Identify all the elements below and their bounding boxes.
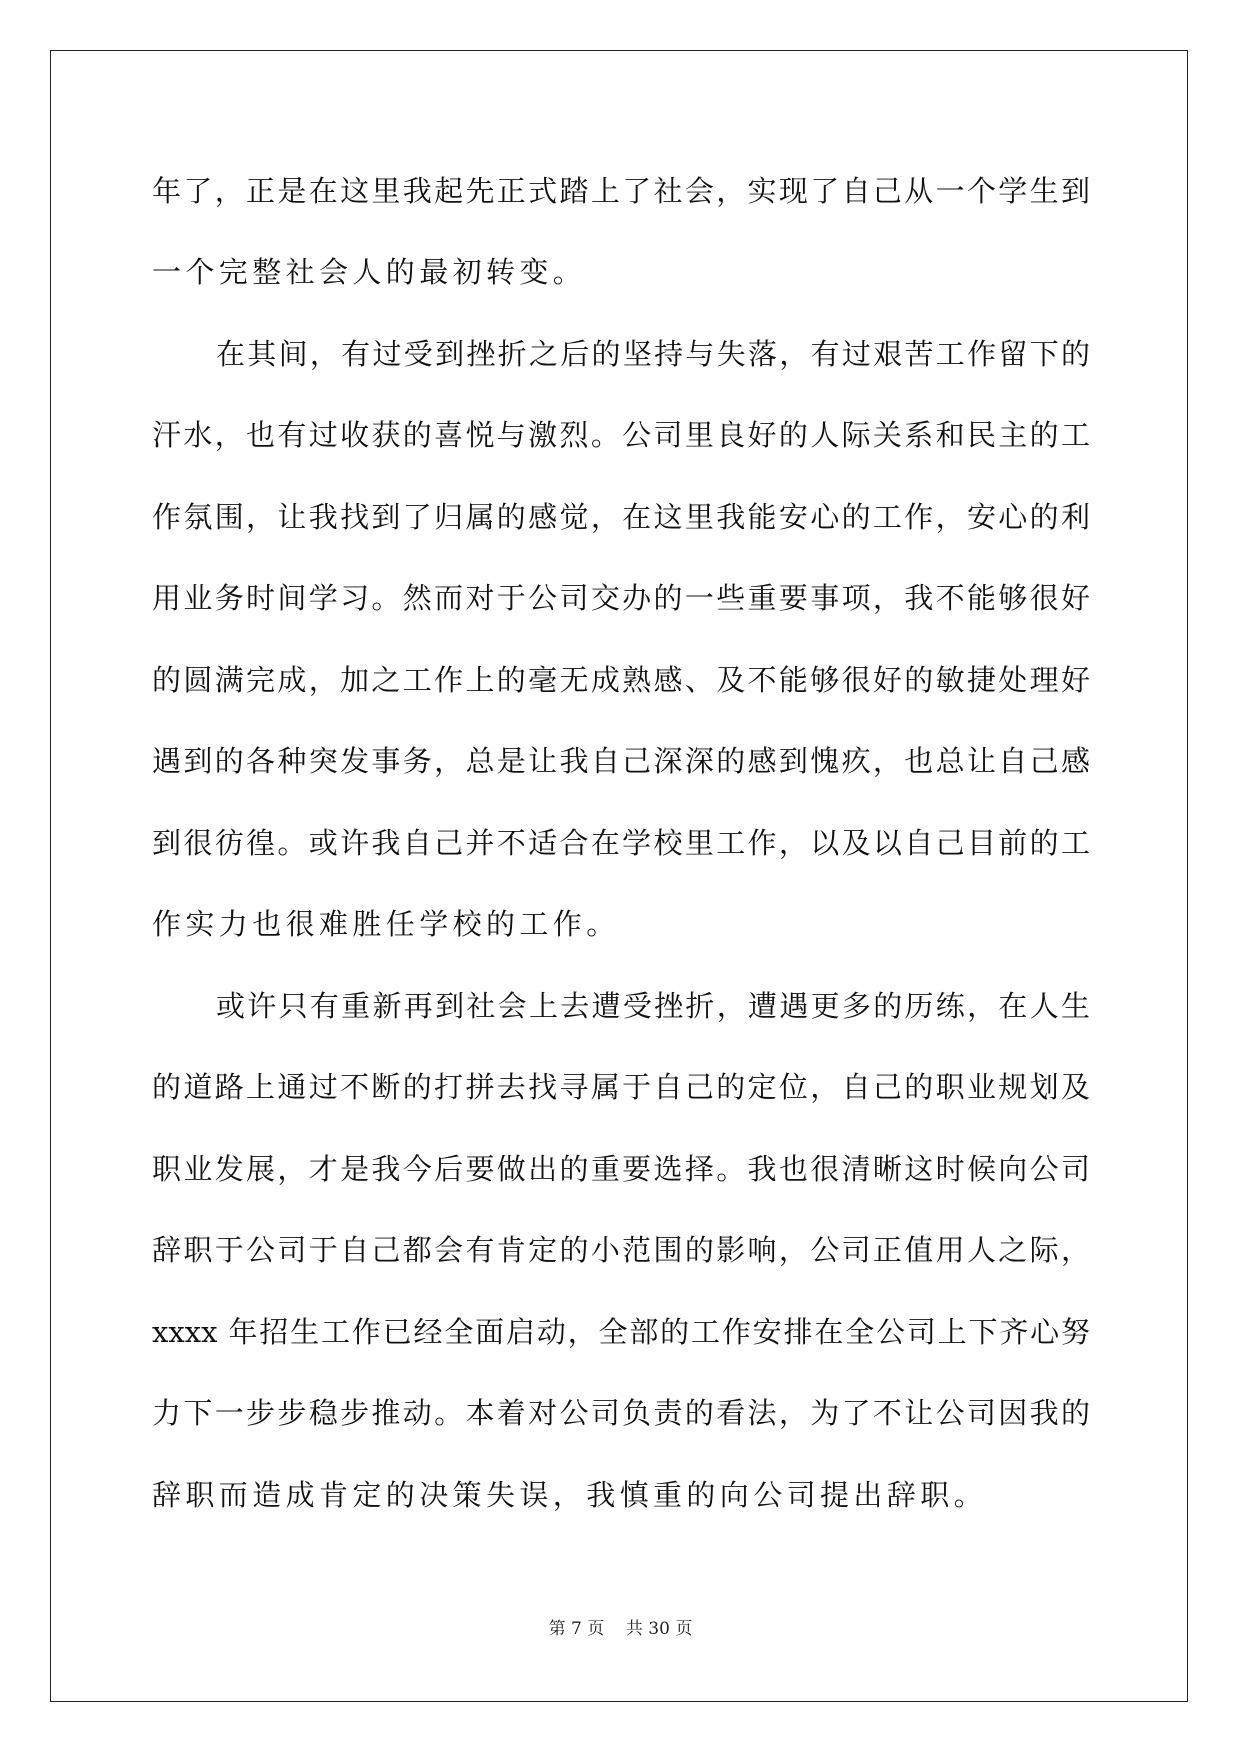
text-line: 的道路上通过不断的打拼去找寻属于自己的定位，自己的职业规划及 bbox=[152, 1070, 1090, 1104]
text-line: 到很彷徨。或许我自己并不适合在学校里工作，以及以自己目前的工 bbox=[152, 826, 1090, 860]
text-line: 一个完整社会人的最初转变。 bbox=[152, 255, 587, 289]
page-total: 共 30 页 bbox=[625, 1619, 693, 1639]
text-line: 遇到的各种突发事务，总是让我自己深深的感到愧疚，也总让自己感 bbox=[152, 744, 1090, 778]
text-line: 辞职于公司于自己都会有肯定的小范围的影响，公司正值用人之际， bbox=[152, 1233, 1090, 1267]
text-line: xxxx 年招生工作已经全面启动，全部的工作安排在全公司上下齐心努 bbox=[152, 1315, 1090, 1349]
text-line: 的圆满完成，加之工作上的毫无成熟感、及不能够很好的敏捷处理好 bbox=[152, 663, 1090, 697]
text-line: 用业务时间学习。然而对于公司交办的一些重要事项，我不能够很好 bbox=[152, 581, 1090, 615]
page-frame bbox=[50, 50, 1188, 1702]
text-line: 或许只有重新再到社会上去遭受挫折，遭遇更多的历练，在人生 bbox=[216, 989, 1090, 1023]
text-line: 年了，正是在这里我起先正式踏上了社会，实现了自己从一个学生到 bbox=[152, 174, 1090, 208]
text-line: 职业发展，才是我今后要做出的重要选择。我也很清晰这时候向公司 bbox=[152, 1152, 1090, 1186]
text-line: 力下一步步稳步推动。本着对公司负责的看法，为了不让公司因我的 bbox=[152, 1396, 1090, 1430]
text-line: 辞职而造成肯定的决策失误，我慎重的向公司提出辞职。 bbox=[152, 1478, 988, 1512]
page-number: 第 7 页 bbox=[548, 1619, 605, 1639]
text-line: 汗水，也有过收获的喜悦与激烈。公司里良好的人际关系和民主的工 bbox=[152, 418, 1090, 452]
text-line: 作氛围，让我找到了归属的感觉，在这里我能安心的工作，安心的利 bbox=[152, 500, 1090, 534]
text-line: 作实力也很难胜任学校的工作。 bbox=[152, 907, 620, 941]
text-line: 在其间，有过受到挫折之后的坚持与失落，有过艰苦工作留下的 bbox=[216, 337, 1090, 371]
page-footer bbox=[0, 1617, 1241, 1641]
